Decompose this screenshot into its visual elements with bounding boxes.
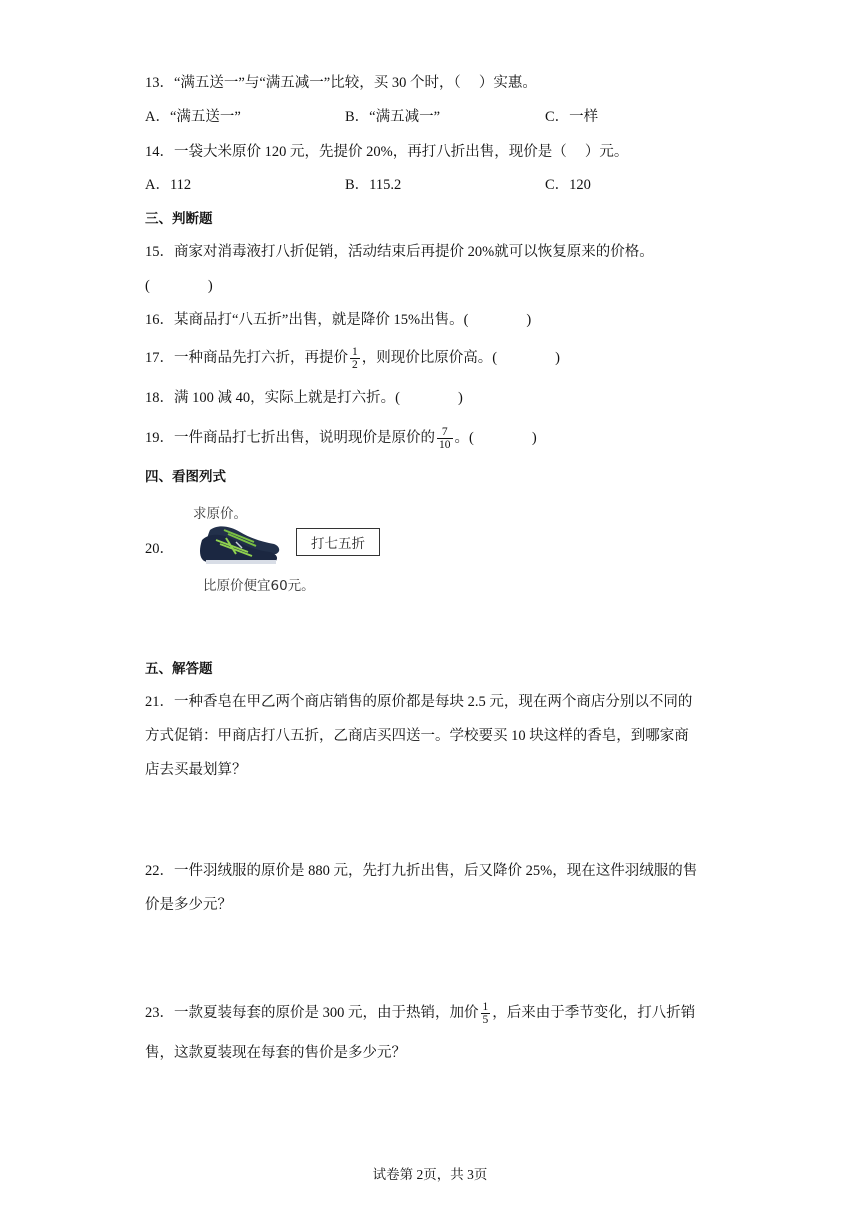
fraction-numerator: 1: [352, 346, 358, 358]
question-21-line-3: 店去买最划算？: [145, 762, 247, 778]
question-23-line-2: 售，这款夏装现在每套的售价是多少元？: [145, 1045, 406, 1061]
fraction-denominator: 2: [352, 359, 358, 371]
fraction-denominator: 5: [482, 1014, 489, 1026]
question-16: 16．某商品打“八五折”出售，就是降价 15%出售。( ): [145, 312, 532, 328]
question-21-line-1: 21．一种香皂在甲乙两个商店销售的原价都是每块 2.5 元，现在两个商店分别以不同的: [145, 694, 693, 710]
section-heading-judgement: 三、判断题: [145, 211, 213, 227]
q23-text-before: 23．一款夏装每套的原价是 300 元，由于热销，加价: [145, 1004, 479, 1021]
q13-option-c: C．一样: [545, 109, 599, 125]
section-heading-picture-equation: 四、看图列式: [145, 469, 226, 485]
discount-label-box: 打七五折: [296, 528, 380, 556]
question-23-line-1: [145, 1001, 695, 1026]
section-heading-solve: 五、解答题: [145, 661, 213, 677]
question-21-line-2: 方式促销：甲商店打八五折，乙商店买四送一。学校要买 10 块这样的香皂，到哪家商: [145, 728, 689, 744]
q20-bottom-caption: 比原价便宜60元。: [203, 578, 315, 594]
question-22-line-2: 价是多少元？: [145, 897, 232, 913]
q17-text-before: 17．一种商品先打六折，再提价: [145, 349, 348, 366]
question-15: 15．商家对消毒液打八折促销，活动结束后再提价 20%就可以恢复原来的价格。: [145, 244, 654, 260]
q23-fraction: [481, 1001, 491, 1026]
question-18: 18．满 100 减 40，实际上就是打六折。( ): [145, 390, 463, 406]
fraction-numerator: 1: [482, 1001, 489, 1013]
fraction-numerator: 7: [437, 426, 453, 439]
q13-option-a: A．“满五送一”: [145, 109, 241, 125]
q17-text-after: ，则现价比原价高。( ): [361, 349, 560, 366]
question-13: 13．“满五送一”与“满五减一”比较，买 30 个时，（ ）实惠。: [145, 75, 537, 91]
q17-fraction: [350, 346, 360, 371]
q14-option-b: B．115.2: [345, 177, 402, 193]
question-20-number: 20．: [145, 541, 174, 557]
q20-top-caption: 求原价。: [193, 506, 247, 522]
q14-option-c: C．120: [545, 177, 591, 193]
q14-option-a: A．112: [145, 177, 192, 193]
question-22-line-1: 22．一件羽绒服的原价是 880 元，先打九折出售，后又降价 25%，现在这件羽绒服的售: [145, 863, 698, 879]
q19-text-before: 19．一件商品打七折出售，说明现价是原价的: [145, 429, 435, 446]
fraction-denominator: 10: [439, 439, 451, 451]
sneakers-image: [196, 520, 284, 568]
question-15-answer-paren: ( ): [145, 278, 213, 294]
q13-option-b: B．“满五减一”: [345, 109, 441, 125]
q23-text-after: ，后来由于季节变化，打八折销: [492, 1004, 696, 1021]
question-17: [145, 346, 560, 371]
q19-text-after: 。( ): [454, 429, 537, 446]
question-14: 14．一袋大米原价 120 元，先提价 20%，再打八折出售，现价是（ ）元。: [145, 144, 629, 160]
q19-fraction: [437, 426, 453, 451]
page-footer: 试卷第 2页，共 3页: [372, 1167, 488, 1182]
question-19: [145, 426, 537, 451]
